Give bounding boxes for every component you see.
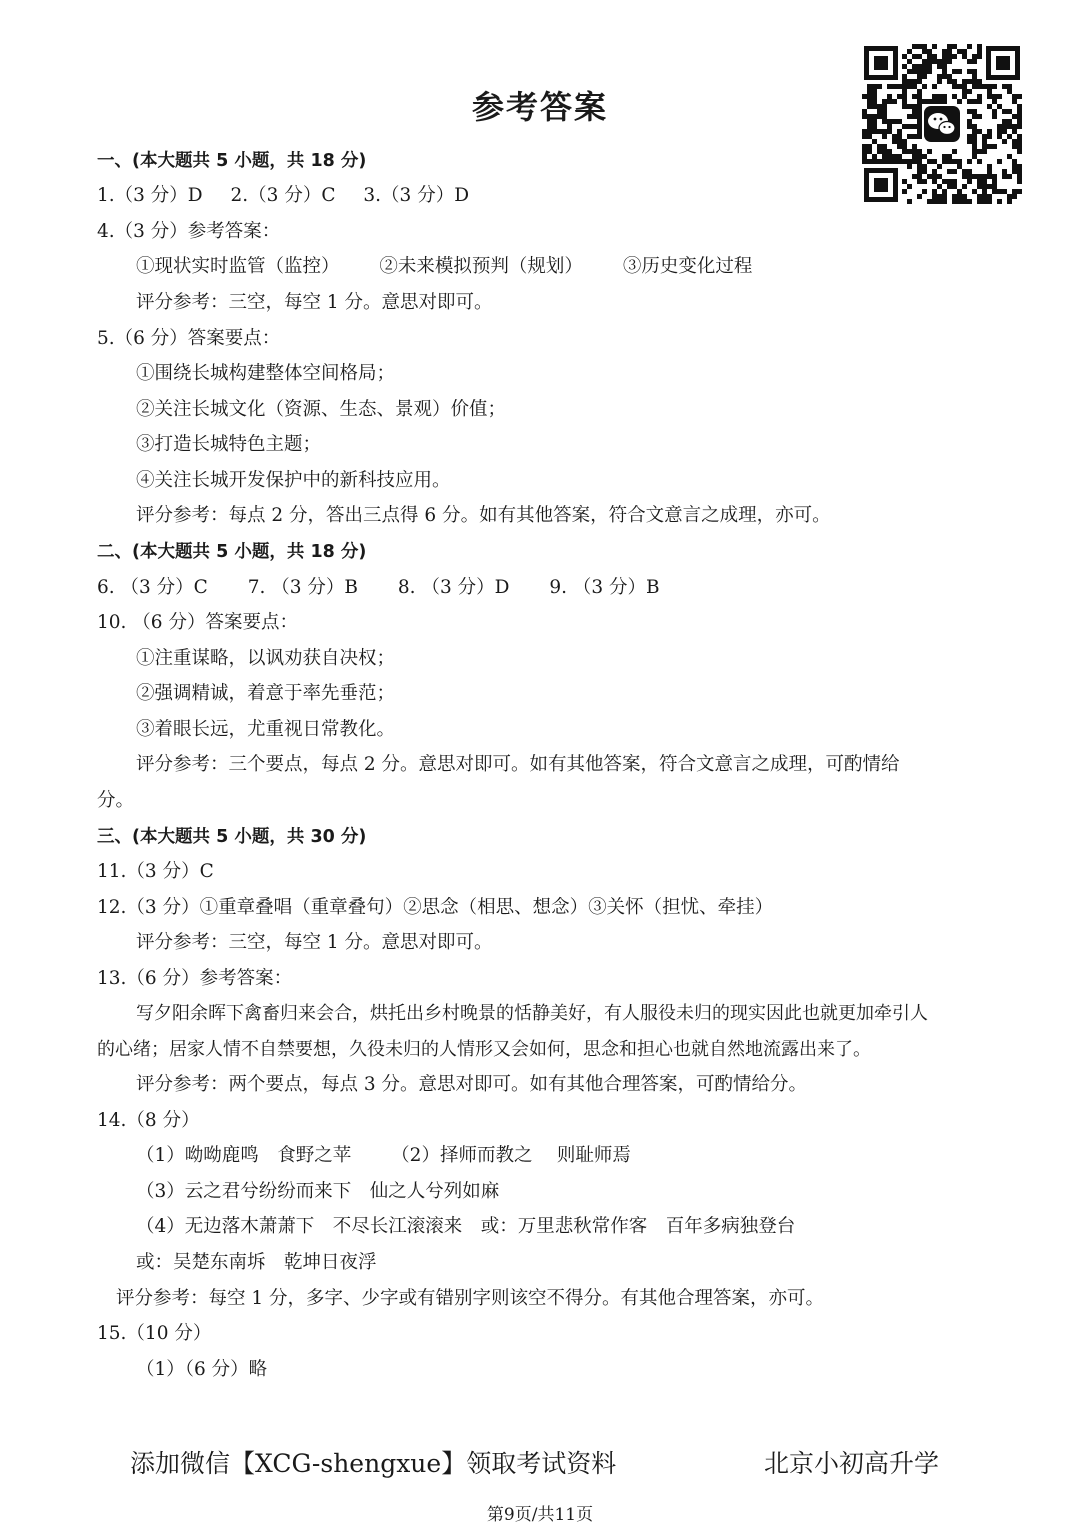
q4-item: ②未来模拟预判（规划） [379,256,583,277]
q5-item: ②关注长城文化（资源、生态、景观）价值； [136,399,507,420]
wechat-icon [922,104,962,144]
section-2-heading: 二、(本大题共 5 小题，共 18 分) [97,542,367,562]
q13-head: 13.（6 分）参考答案： [97,968,293,989]
q12-head: 12.（3 分）①重章叠唱（重章叠句）②思念（相思、想念）③关怀（担忧、牵挂） [97,897,774,918]
answer-9: 9. （3 分）B [549,577,660,598]
answer-7: 7. （3 分）B [247,577,359,598]
q4-head: 4.（3 分）参考答案： [97,221,281,242]
q10-item: ①注重谋略，以讽劝获自决权； [136,648,396,669]
q5-item: ④关注长城开发保护中的新科技应用。 [136,470,451,491]
q10-score: 评分参考：三个要点，每点 2 分。意思对即可。如有其他答案，符合文意言之成理，可酌情给 [136,754,900,775]
q15-head: 15.（10 分） [97,1323,212,1344]
q5-item: ①围绕长城构建整体空间格局； [136,363,396,384]
q14-head: 14.（8 分） [97,1110,200,1131]
q14-line-2: （3）云之君兮纷纷而来下 仙之人兮列如麻 [136,1181,500,1202]
footer-wechat-note: 添加微信【XCG-shengxue】领取考试资料 [130,1449,617,1478]
q4-item: ③历史变化过程 [622,256,753,277]
answer-11: 11.（3 分）C [97,861,214,882]
q13-paragraph-cont: 的心绪；居家人情不自禁要想，久役未归的人情形又会如何，思念和担心也就自然地流露出来了。 [97,1039,871,1060]
q13-paragraph: 写夕阳余晖下禽畜归来会合，烘托出乡村晚景的恬静美好，有人服役未归的现实因此也就更加牵引人 [136,1003,928,1024]
q14-part-1: （1）呦呦鹿鸣 食野之苹 [136,1145,352,1166]
q15-line-1: （1）（6 分）略 [136,1359,268,1380]
q10-score-cont: 分。 [97,790,135,811]
q14-line-4: 或：吴楚东南坼 乾坤日夜浮 [136,1252,377,1273]
q10-item: ③着眼长远，尤重视日常教化。 [136,719,396,740]
q5-score: 评分参考：每点 2 分，答出三点得 6 分。如有其他答案，符合文意言之成理，亦可。 [136,505,831,526]
answer-6: 6. （3 分）C [97,577,208,598]
answer-2: 2.（3 分）C [230,185,336,206]
q12-score: 评分参考：三空，每空 1 分。意思对即可。 [136,932,493,953]
answers-6-9 [97,576,660,600]
q13-score: 评分参考：两个要点，每点 3 分。意思对即可。如有其他合理答案，可酌情给分。 [136,1074,808,1095]
q14-line-3: （4）无边落木萧萧下 不尽长江滚滚来 或：万里悲秋常作客 百年多病独登台 [136,1216,796,1237]
answers-1-3 [97,184,469,208]
footer-brand: 北京小初高升学 [764,1449,940,1478]
qr-code [862,44,1022,204]
q4-items [136,255,752,279]
section-3-heading: 三、(本大题共 5 小题，共 30 分) [97,827,367,847]
q10-head: 10. （6 分）答案要点： [97,612,298,633]
page-title: 参考答案 [471,88,608,126]
page-number: 第9页/共11页 [486,1505,594,1525]
answer-3: 3.（3 分）D [363,185,470,206]
q5-head: 5.（6 分）答案要点： [97,328,281,349]
answer-1: 1.（3 分）D [97,185,203,206]
q14-score: 评分参考：每空 1 分，多字、少字或有错别字则该空不得分。有其他合理答案，亦可。 [116,1288,825,1309]
answer-8: 8. （3 分）D [397,577,510,598]
q14-part-2: （2）择师而教之 则耻师焉 [391,1145,631,1166]
section-1-heading: 一、(本大题共 5 小题，共 18 分) [97,151,367,171]
q4-item: ①现状实时监管（监控） [136,256,340,277]
q5-item: ③打造长城特色主题； [136,434,322,455]
q10-item: ②强调精诚，着意于率先垂范； [136,683,396,704]
q4-score: 评分参考：三空，每空 1 分。意思对即可。 [136,292,493,313]
q14-line-1 [136,1144,631,1168]
